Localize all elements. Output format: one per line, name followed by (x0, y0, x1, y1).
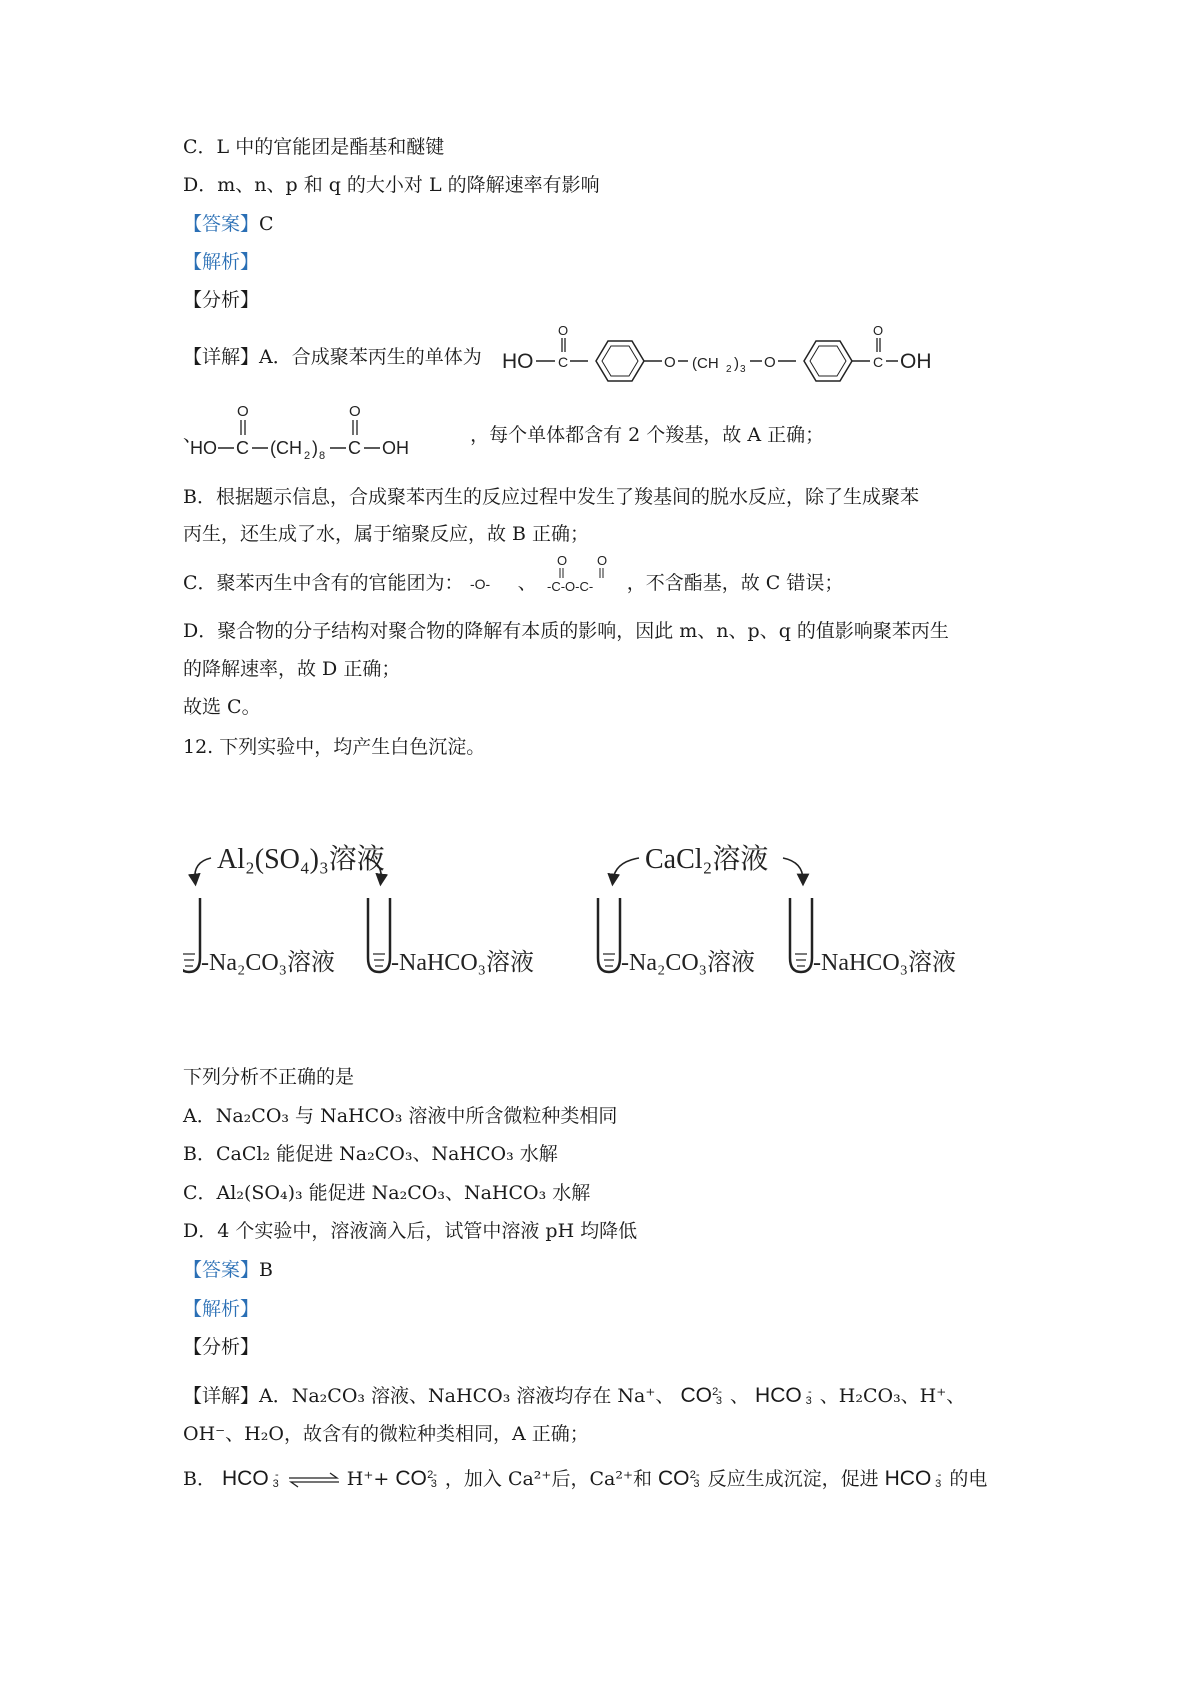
hco3-ion-3: HCO - 3 (884, 1467, 942, 1490)
test-tube-1 (183, 898, 200, 972)
detail-c-prefix: C．聚苯丙生中含有的官能团为： (183, 572, 464, 594)
right-arrow-1 (613, 858, 639, 880)
detail2-a-line2: OH⁻、H₂O，故含有的微粒种类相同，A 正确； (183, 1423, 589, 1445)
monomer1-o1: O (558, 323, 569, 338)
monomer2-structure (188, 402, 448, 468)
tube-label-3: -Na₂CO₃溶液 (621, 950, 756, 976)
analysis2-label: 【解析】 (183, 1298, 260, 1320)
anhydride-o1: O (556, 553, 567, 568)
detail-c-suffix: ，不含酯基，故 C 错误； (626, 572, 844, 594)
monomer2-ho: HO (190, 438, 217, 458)
monomer2-o2: O (349, 403, 361, 420)
detail2-b-rhs: H⁺+ (346, 1468, 390, 1490)
monomer1-oh: OH (900, 350, 932, 373)
monomer2-o1: O (237, 403, 249, 420)
monomer2-sub2: 2 (304, 450, 311, 462)
monomer2-ch2: (CH (270, 438, 302, 458)
option-b: B．CaCl₂ 能促进 Na₂CO₃、NaHCO₃ 水解 (183, 1143, 558, 1165)
hco3-ion-2: HCO - 3 (222, 1467, 279, 1490)
monomer1-c1: C (558, 354, 569, 370)
monomer1-sub2: 2 (726, 364, 732, 375)
detail-a-cont-suffix: ，每个单体都含有 2 个羧基，故 A 正确； (470, 424, 825, 446)
question-12-stem: 12. 下列实验中，均产生白色沉淀。 (183, 736, 486, 758)
option-a: A．Na₂CO₃ 与 NaHCO₃ 溶液中所含微粒种类相同 (183, 1105, 618, 1127)
test-tube-4 (790, 898, 812, 972)
answer-label: 【答案】 (183, 213, 260, 235)
test-tube-2 (368, 898, 390, 972)
hco3-ion-1: HCO - 3 (755, 1384, 812, 1407)
test-tube-3 (598, 898, 620, 972)
detail2-b-prefix: B． (183, 1468, 216, 1490)
detail-a-cont-prefix: 、 (183, 424, 203, 446)
detail2-a-line1 (183, 1383, 965, 1409)
detail-c-line (183, 553, 844, 599)
right-arrow-2 (783, 858, 803, 880)
monomer1-structure (500, 322, 950, 392)
left-arrow-1 (195, 858, 211, 880)
option-d-text: D．m、n、p 和 q 的大小对 L 的降解速率有影响 (183, 174, 600, 196)
option-c: C．Al₂(SO₄)₃ 能促进 Na₂CO₃、NaHCO₃ 水解 (183, 1182, 591, 1204)
answer-value: C (259, 213, 274, 235)
co3-ion-1: CO 2- 3 (680, 1384, 722, 1407)
detail-b-line2: 丙生，还生成了水，属于缩聚反应，故 B 正确； (183, 523, 590, 545)
monomer1-o2: O (664, 354, 676, 371)
detail2-b-line (183, 1466, 987, 1492)
svg-text:-O-: -O- (469, 576, 490, 592)
monomer1-o3: O (764, 354, 776, 371)
fenxi-label: 【分析】 (183, 289, 260, 311)
svg-text:): ) (312, 438, 318, 458)
experiment-figure (183, 828, 1063, 998)
fenxi2-label: 【分析】 (183, 1336, 260, 1358)
detail2-b-mid2: 反应生成沉淀，促进 (707, 1468, 879, 1490)
experiment-diagram (183, 828, 1063, 998)
answer2-value: B (259, 1259, 273, 1281)
option-d: D．4 个实验中，溶液滴入后，试管中溶液 pH 均降低 (183, 1220, 638, 1242)
tube-label-4: -NaHCO₃溶液 (813, 950, 957, 976)
detail2-b-mid1: ，加入 Ca²⁺后，Ca²⁺和 (444, 1468, 652, 1490)
detail2-a-prefix: 【详解】A．Na₂CO₃ 溶液、NaHCO₃ 溶液均存在 Na⁺、 (183, 1385, 675, 1407)
co3-ion-2: CO 2- 3 (395, 1467, 437, 1490)
detail-a-prefix: 【详解】A．合成聚苯丙生的单体为 (183, 346, 482, 368)
left-reagent-label: Al₂(SO₄)₃溶液 (217, 844, 385, 875)
monomer2-oh: OH (382, 438, 409, 458)
detail-d-line1: D．聚合物的分子结构对聚合物的降解有本质的影响，因此 m、n、p、q 的值影响聚苯丙生 (183, 620, 949, 642)
analysis-label: 【解析】 (183, 251, 260, 273)
detail-c-sep: 、 (517, 572, 537, 594)
detail2-a-tail: 、H₂CO₃、H⁺、 (819, 1385, 966, 1407)
question-12-ask: 下列分析不正确的是 (183, 1066, 355, 1088)
monomer2-c2: C (348, 438, 361, 458)
detail-d-line2: 的降解速率，故 D 正确； (183, 658, 401, 680)
anhydride-group (543, 553, 621, 597)
monomer1-ho: HO (502, 350, 534, 373)
answer-line (183, 211, 274, 237)
tube-label-2: -NaHCO₃溶液 (391, 950, 535, 976)
monomer1-o4: O (873, 323, 884, 338)
monomer2-sub8: 8 (319, 450, 326, 462)
equilibrium-arrow-icon (287, 1472, 341, 1488)
detail2-b-tail: 的电 (949, 1468, 988, 1490)
answer2-line (183, 1257, 273, 1283)
right-reagent-label: CaCl₂溶液 (645, 844, 769, 875)
anhydride-o2: O (596, 553, 607, 568)
co3-ion-3: CO 2- 3 (658, 1467, 700, 1490)
svg-text:): ) (734, 355, 739, 372)
monomer2-c1: C (236, 438, 249, 458)
tube-label-1: -Na₂CO₃溶液 (201, 950, 336, 976)
anhydride-chain: -C-O-C- (546, 579, 593, 594)
option-c-text: C．L 中的官能团是酯基和醚键 (183, 136, 445, 158)
detail-b-line1: B．根据题示信息，合成聚苯丙生的反应过程中发生了羧基间的脱水反应，除了生成聚苯 (183, 486, 919, 508)
choose-line: 故选 C。 (183, 696, 261, 718)
ether-group (470, 569, 512, 599)
detail-a-line (183, 344, 482, 370)
monomer1-c2: C (873, 354, 884, 370)
monomer1-sub3: 3 (740, 364, 746, 375)
detail2-a-mid: 、 (729, 1385, 749, 1407)
answer2-label: 【答案】 (183, 1259, 260, 1281)
monomer1-ch2: (CH (692, 355, 719, 372)
